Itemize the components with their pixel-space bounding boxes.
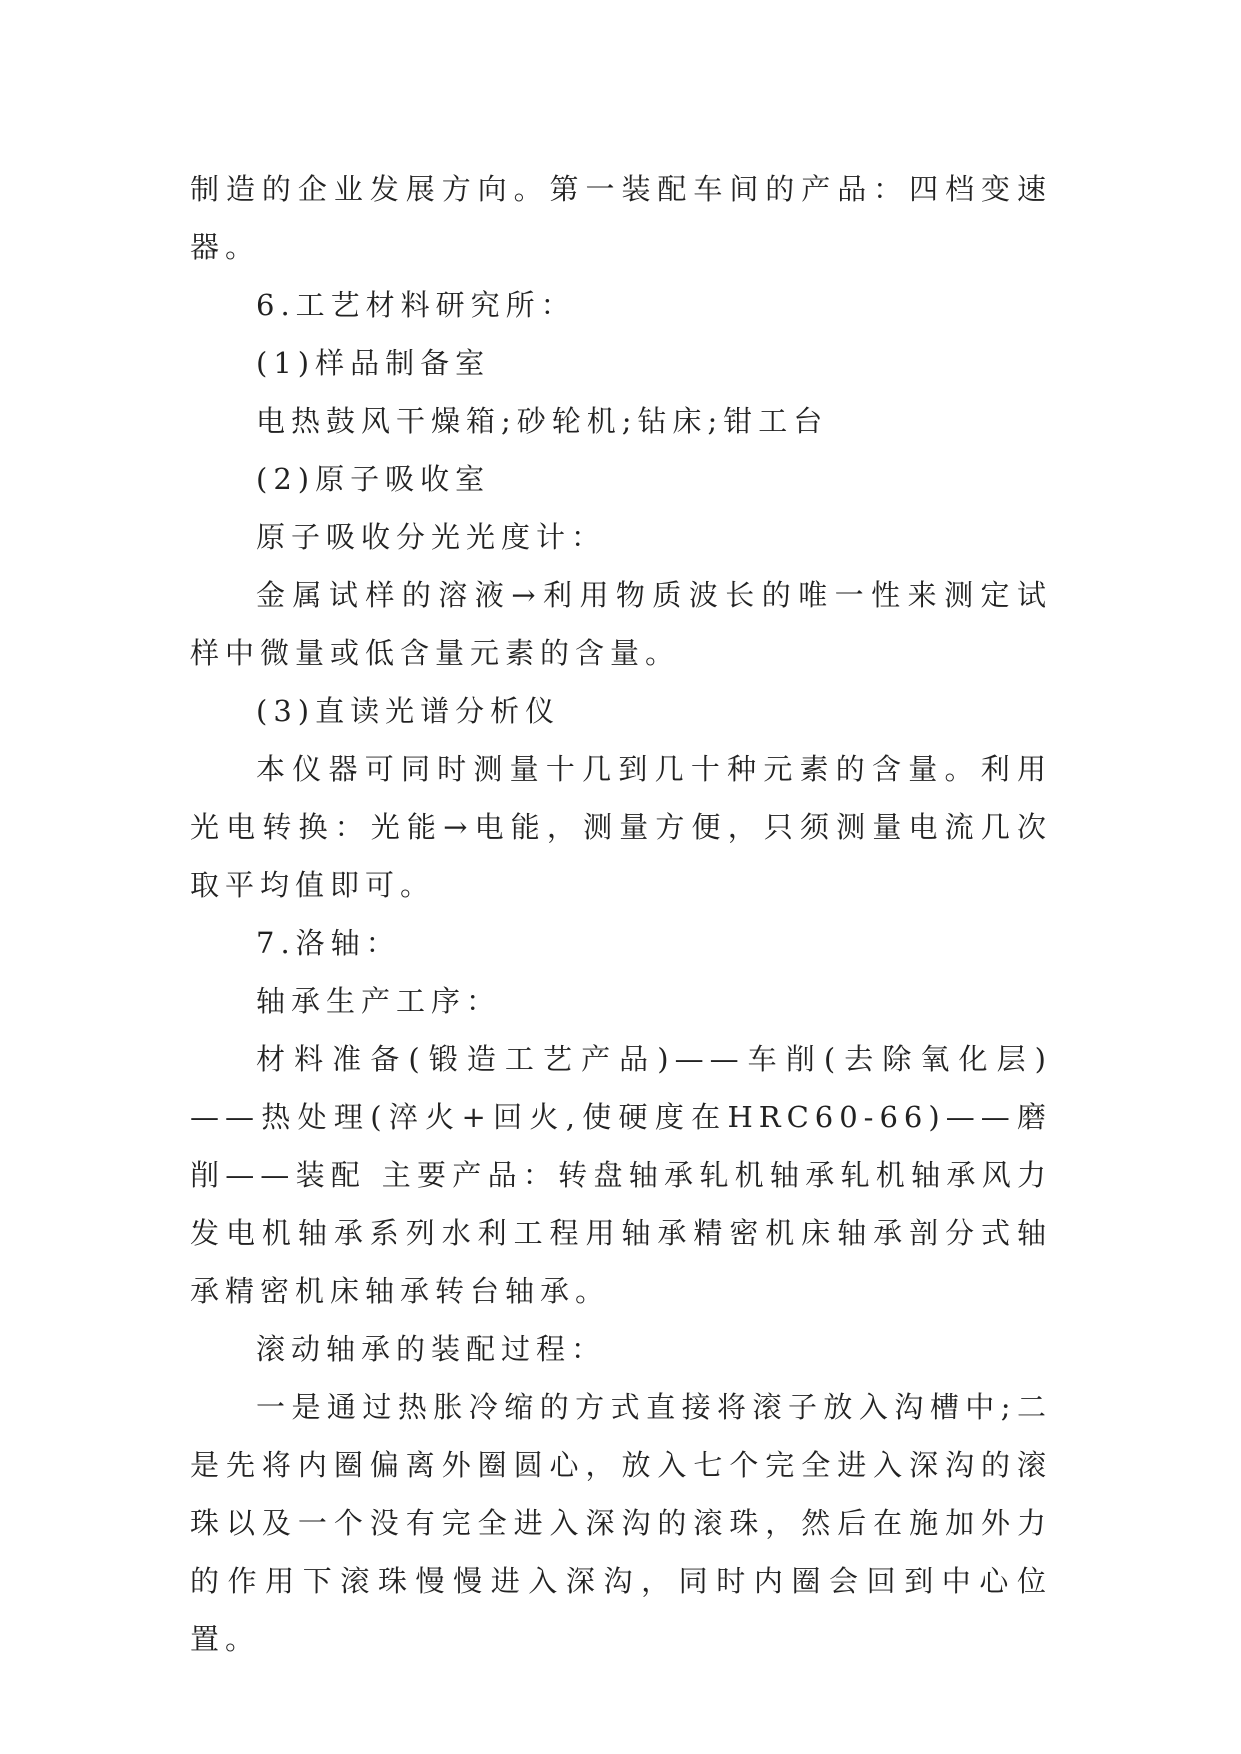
paragraph: 金属试样的溶液→利用物质波长的唯一性来测定试样中微量或低含量元素的含量。 [190,578,1052,670]
section-heading: 6.工艺材料研究所： [256,288,576,322]
paragraph: 滚动轴承的装配过程： [256,1332,607,1366]
document-body [190,160,1052,1668]
paragraph: 轴承生产工序： [256,984,502,1018]
paragraph: 一是通过热胀冷缩的方式直接将滚子放入沟槽中;二是先将内圈偏离外圈圆心，放入七个完全进入深沟的滚珠以及一个没有完全进入深沟的滚珠，然后在施加外力的作用下滚珠慢慢进入深沟，同时内圈会回到中心位置。 [190,1390,1052,1656]
subsection-heading: (2)原子吸收室 [256,462,491,496]
section-heading: 7.洛轴： [256,926,401,960]
paragraph: 本仪器可同时测量十几到几十种元素的含量。利用光电转换：光能→电能，测量方便，只须测量电流几次取平均值即可。 [190,752,1052,902]
paragraph: 电热鼓风干燥箱;砂轮机;钻床;钳工台 [256,404,829,438]
subsection-heading: (1)样品制备室 [256,346,491,380]
paragraph: 制造的企业发展方向。第一装配车间的产品：四档变速器。 [190,172,1052,264]
paragraph: 材料准备(锻造工艺产品)——车削(去除氧化层)——热处理(淬火+回火,使硬度在HRC60-66)——磨削——装配 主要产品：转盘轴承轧机轴承轧机轴承风力发电机轴承系列水利工程用轴承精密机床轴承剖分式轴承精密机床轴承转台轴承。 [190,1042,1052,1308]
paragraph: 原子吸收分光光度计： [256,520,607,554]
subsection-heading: (3)直读光谱分析仪 [256,694,561,728]
